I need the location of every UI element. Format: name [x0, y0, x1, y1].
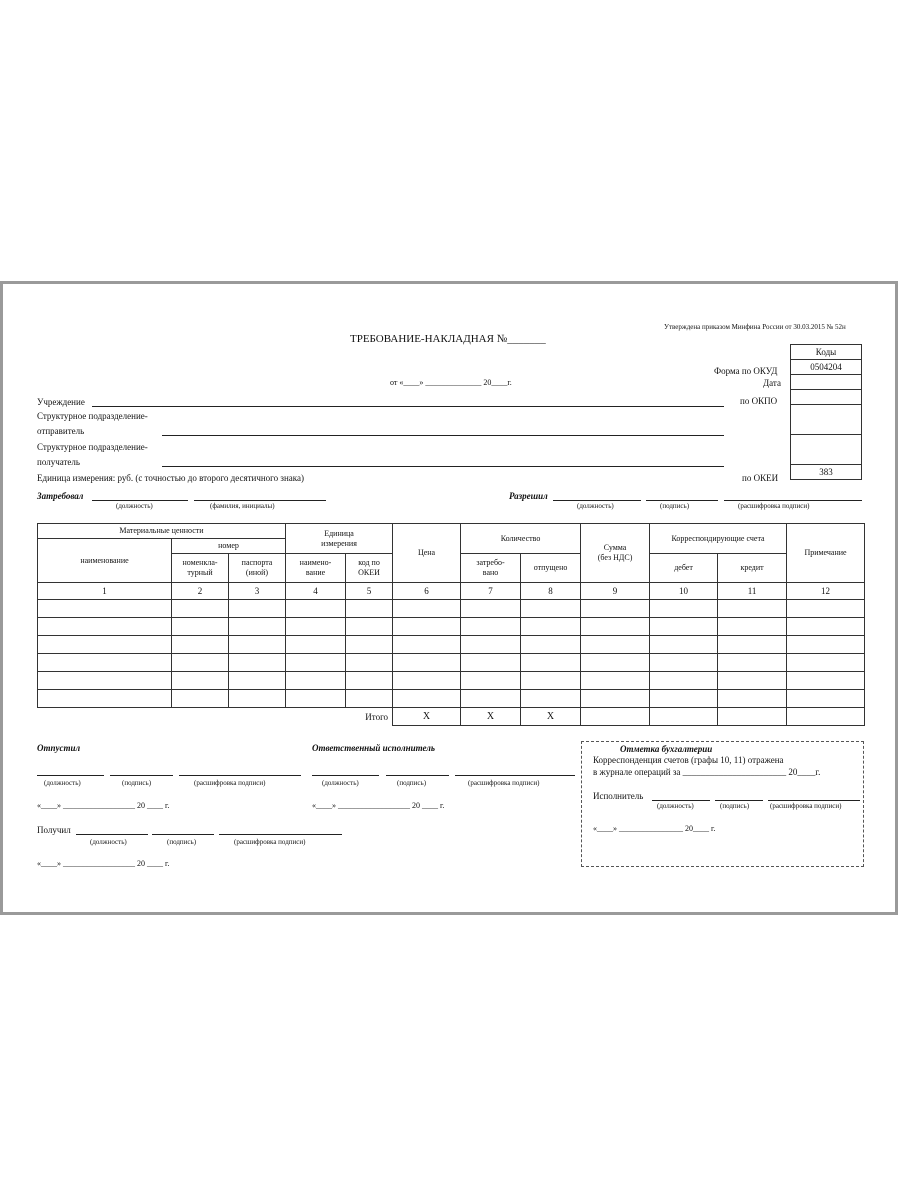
released-date: «____» __________________ 20 ____ г.	[37, 801, 170, 810]
col-number: 2	[172, 583, 229, 600]
okpo-label: по ОКПО	[740, 396, 778, 406]
institution-label: Учреждение	[37, 397, 85, 407]
col-number: 7	[461, 583, 521, 600]
header-credit: кредит	[718, 554, 787, 583]
total-note[interactable]	[787, 708, 865, 726]
received-date: «____» __________________ 20 ____ г.	[37, 859, 170, 868]
header-unit-line1: Единица	[324, 528, 354, 538]
header-materials: Материальные ценности	[38, 524, 286, 539]
responsible-decode-caption: (расшифровка подписи)	[468, 779, 540, 787]
total-mark: X	[393, 708, 461, 726]
responsible-date: «____» __________________ 20 ____ г.	[312, 801, 445, 810]
header-sum-line2: (без НДС)	[597, 553, 633, 562]
header-requested-line1: затребо-	[476, 558, 505, 567]
header-released: отпущено	[521, 554, 581, 583]
received-signature-line[interactable]	[152, 834, 214, 835]
executor-decode-caption: (расшифровка подписи)	[770, 802, 842, 810]
header-unit-name	[286, 554, 346, 583]
accounting-label: Отметка бухгалтерии	[620, 744, 713, 754]
accounting-date: «____» ________________ 20____ г.	[593, 824, 716, 833]
header-passport-line1: паспорта	[241, 558, 273, 567]
allowed-decode-caption: (расшифровка подписи)	[738, 502, 810, 510]
col-number: 9	[581, 583, 650, 600]
header-qty: Количество	[461, 524, 581, 554]
released-decode-caption: (расшифровка подписи)	[194, 779, 266, 787]
table-row[interactable]	[38, 672, 865, 690]
executor-decode-line[interactable]	[768, 800, 860, 801]
header-passport-line2: (иной)	[245, 568, 269, 577]
header-nomen-line1: номенкла-	[182, 558, 218, 567]
header-requested	[461, 554, 521, 583]
released-position-caption: (должность)	[44, 779, 81, 787]
header-unit-name-line2: вание	[305, 568, 326, 577]
header-requested-line2: вано	[482, 568, 499, 577]
header-okei-line1: код по	[358, 558, 380, 567]
okei-label: по ОКЕИ	[742, 473, 779, 483]
receiver-line[interactable]	[162, 466, 724, 467]
date-line: от «____» ______________ 20____г.	[390, 378, 512, 387]
executor-signature-line[interactable]	[715, 800, 763, 801]
allowed-signature-line[interactable]	[646, 500, 718, 501]
col-number: 8	[521, 583, 581, 600]
received-decode-caption: (расшифровка подписи)	[234, 838, 306, 846]
sender-label-2: отправитель	[37, 426, 85, 436]
executor-label: Исполнитель	[593, 791, 644, 801]
okud-label: Форма по ОКУД	[714, 366, 778, 376]
col-number: 10	[650, 583, 718, 600]
codes-table	[790, 344, 862, 480]
responsible-position-caption: (должность)	[322, 779, 359, 787]
allowed-position-caption: (должность)	[577, 502, 614, 510]
receiver-code	[791, 435, 862, 465]
table-row[interactable]	[38, 654, 865, 672]
allowed-label: Разрешил	[509, 491, 548, 501]
requested-name-caption: (фамилия, инициалы)	[210, 502, 275, 510]
sender-code	[791, 405, 862, 435]
receiver-label-1: Структурное подразделение-	[37, 442, 148, 452]
released-position-line[interactable]	[37, 775, 104, 776]
responsible-signature-line[interactable]	[386, 775, 449, 776]
requested-position-line[interactable]	[92, 500, 188, 501]
sender-label-1: Структурное подразделение-	[37, 411, 148, 421]
col-number: 3	[229, 583, 286, 600]
col-number: 11	[718, 583, 787, 600]
responsible-label: Ответственный исполнитель	[312, 743, 435, 753]
date-label: Дата	[763, 378, 781, 388]
okei-value: 383	[791, 465, 862, 480]
allowed-position-line[interactable]	[553, 500, 641, 501]
executor-signature-caption: (подпись)	[720, 802, 750, 810]
total-label: Итого	[365, 711, 389, 722]
col-number: 4	[286, 583, 346, 600]
total-row	[38, 708, 865, 726]
received-decode-line[interactable]	[219, 834, 342, 835]
header-debit: дебет	[650, 554, 718, 583]
requested-name-line[interactable]	[194, 500, 326, 501]
allowed-decode-line[interactable]	[724, 500, 862, 501]
date-value	[791, 375, 862, 390]
table-row[interactable]	[38, 618, 865, 636]
receiver-label-2: получатель	[37, 457, 81, 467]
total-mark: X	[461, 708, 521, 726]
accounting-line2: в журнале операций за _______________________ 20____г.	[593, 767, 821, 777]
codes-header: Коды	[791, 345, 862, 360]
approval-note: Утверждена приказом Минфина России от 30.03.2015 № 52н	[664, 323, 846, 331]
header-passport	[229, 554, 286, 583]
released-decode-line[interactable]	[179, 775, 301, 776]
responsible-signature-caption: (подпись)	[397, 779, 427, 787]
col-number: 6	[393, 583, 461, 600]
total-debit[interactable]	[650, 708, 718, 726]
table-row[interactable]	[38, 690, 865, 708]
header-sum	[581, 524, 650, 583]
released-signature-caption: (подпись)	[122, 779, 152, 787]
executor-position-line[interactable]	[652, 800, 710, 801]
received-label: Получил	[37, 825, 71, 835]
header-note: Примечание	[787, 524, 865, 583]
total-credit[interactable]	[718, 708, 787, 726]
table-row[interactable]	[38, 600, 865, 618]
institution-line[interactable]	[92, 406, 724, 407]
header-nomen-line2: турный	[187, 568, 213, 577]
accounting-line1: Корреспонденция счетов (графы 10, 11) отражена	[593, 755, 784, 765]
received-signature-caption: (подпись)	[167, 838, 197, 846]
okud-value: 0504204	[791, 360, 862, 375]
received-position-caption: (должность)	[90, 838, 127, 846]
col-number: 1	[38, 583, 172, 600]
col-number: 5	[346, 583, 393, 600]
responsible-position-line[interactable]	[312, 775, 379, 776]
table-row[interactable]	[38, 636, 865, 654]
total-sum[interactable]	[581, 708, 650, 726]
materials-table	[37, 523, 865, 726]
header-accounts: Корреспондирующие счета	[650, 524, 787, 554]
released-signature-line[interactable]	[110, 775, 173, 776]
col-number: 12	[787, 583, 865, 600]
unit-label: Единица измерения: руб. (с точностью до второго десятичного знака)	[37, 473, 304, 483]
header-okei-line2: ОКЕИ	[358, 568, 380, 577]
okpo-value	[791, 390, 862, 405]
header-unit-name-line1: наимено-	[299, 558, 332, 567]
received-position-line[interactable]	[76, 834, 148, 835]
header-unit-line2: измерения	[321, 538, 357, 548]
executor-position-caption: (должность)	[657, 802, 694, 810]
released-label: Отпустил	[37, 743, 81, 753]
requested-position-caption: (должность)	[116, 502, 153, 510]
requested-label: Затребовал	[37, 491, 84, 501]
responsible-decode-line[interactable]	[455, 775, 575, 776]
document-title: ТРЕБОВАНИЕ-НАКЛАДНАЯ №_______	[350, 333, 546, 345]
header-sum-line1: Сумма	[603, 543, 627, 552]
header-unit	[286, 524, 393, 554]
header-nomen	[172, 554, 229, 583]
header-okei	[346, 554, 393, 583]
sender-line[interactable]	[162, 435, 724, 436]
header-name: наименование	[38, 539, 172, 583]
header-price: Цена	[393, 524, 461, 583]
allowed-signature-caption: (подпись)	[660, 502, 690, 510]
total-mark: X	[521, 708, 581, 726]
header-number: номер	[172, 539, 286, 554]
